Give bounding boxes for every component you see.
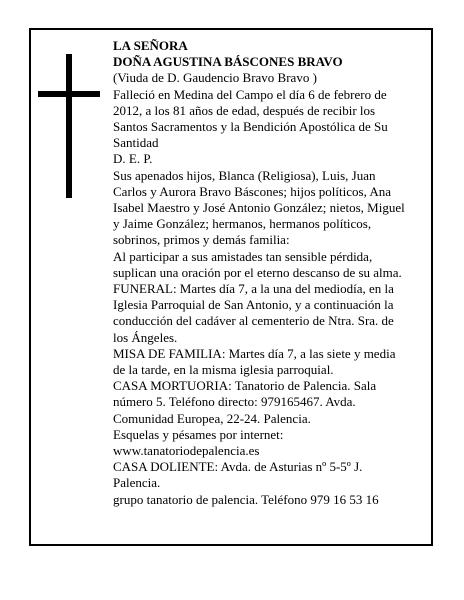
text-line: sobrinos, primos y demás familia: [113, 232, 290, 248]
funeral-home-line: CASA MORTUORIA: Tanatorio de Palencia. Sala [113, 378, 377, 394]
text-line: Comunidad Europea, 22-24. Palencia. [113, 410, 311, 426]
text-line: Carlos y Aurora Bravo Báscones; hijos políticos, Ana [113, 183, 392, 199]
text-line: Al participar a sus amistades tan sensible pérdida, [113, 248, 373, 264]
rip-line: D. E. P. [113, 151, 153, 167]
cross-horizontal-bar [38, 91, 100, 97]
contact-line: grupo tanatorio de palencia. Teléfono 979 16 53 16 [113, 491, 379, 507]
text-line: Santidad [113, 135, 159, 151]
text-line: Santos Sacramentos y la Bendición Apostólica de Su [113, 119, 388, 135]
text-line: Esquelas y pésames por internet: [113, 426, 284, 442]
cross-vertical-bar [66, 54, 72, 198]
deceased-name: DOÑA AGUSTINA BÁSCONES BRAVO [113, 54, 343, 70]
title-line: LA SEÑORA [113, 38, 188, 53]
text-line: los Ángeles. [113, 329, 178, 345]
text-line: Isabel Maestro y José Antonio González; nietos, Miguel [113, 200, 405, 216]
widow-of-line: (Viuda de D. Gaudencio Bravo Bravo ) [113, 70, 317, 86]
text-line: suplican una oración por el eterno descanso de su alma. [113, 264, 402, 280]
text-line: número 5. Teléfono directo: 979165467. Avda. [113, 394, 356, 410]
family-home-line: CASA DOLIENTE: Avda. de Asturias nº 5-5º J. [113, 459, 363, 475]
text-line: y Jaime González; hermanos, hermanos políticos, [113, 216, 372, 232]
text-line: conducción del cadáver al cementerio de Ntra. Sra. de [113, 313, 394, 329]
obituary-text [113, 38, 413, 508]
family-mass-line: MISA DE FAMILIA: Martes día 7, a las siete y media [113, 345, 396, 361]
text-line: Iglesia Parroquial de San Antonio, y a continuación la [113, 297, 394, 313]
website-text: www.tanatoriodepalencia.es [113, 443, 260, 459]
text-line: 2012, a los 81 años de edad, después de recibir los [113, 102, 376, 118]
cross-icon [38, 54, 100, 198]
text-line: Palencia. [113, 475, 161, 491]
text-line: Sus apenados hijos, Blanca (Religiosa), Luis, Juan [113, 167, 376, 183]
text-line: Falleció en Medina del Campo el día 6 de febrero de [113, 86, 387, 102]
text-line: de la tarde, en la misma iglesia parroquial. [113, 362, 334, 378]
funeral-line: FUNERAL: Martes día 7, a la una del mediodía, en la [113, 281, 394, 297]
